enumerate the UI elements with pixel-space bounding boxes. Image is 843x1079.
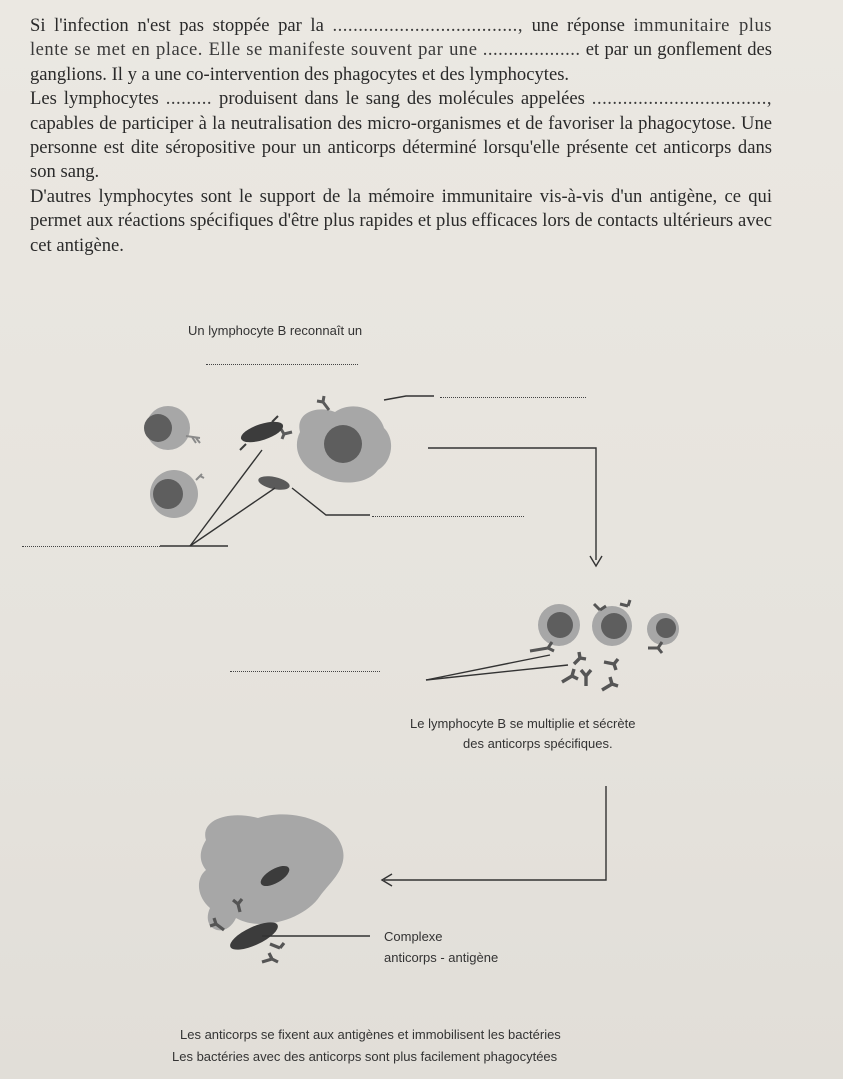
diagram-blank xyxy=(206,364,358,365)
pointer-lines xyxy=(426,655,568,680)
caption-multiply: Le lymphocyte B se multiplie et sécrète xyxy=(410,716,636,731)
text-segment: immunitaire plus lente se met en place. Elle se manifeste souvent par une xyxy=(30,15,773,61)
blank-field: ...................................., xyxy=(332,15,523,36)
caption-complex-2: anticorps - antigène xyxy=(384,950,499,965)
dividing-lymphocytes xyxy=(530,600,679,653)
text-segment: une réponse xyxy=(531,15,625,36)
caption-phagocytosis: Les bactéries avec des anticorps sont plus facilement phagocytées xyxy=(172,1049,558,1064)
caption-antibodies-fix: Les anticorps se fixent aux antigènes et immobilisent les bactéries xyxy=(180,1027,561,1042)
diagram-blank xyxy=(440,397,586,398)
antibody-icons xyxy=(562,652,618,690)
paragraph-memory: D'autres lymphocytes sont le support de la mémoire immunitaire vis-à-vis d'un antigène, ce qui permet aux réactions spécifiques d'être plus rapides et plus efficaces lors de contacts ultérieurs avec cet antigène. xyxy=(30,185,772,256)
bacterium-icon xyxy=(239,416,286,450)
small-lymphocyte-cell xyxy=(144,406,200,450)
blank-field: .................................., xyxy=(591,88,772,110)
text-segment: Les lymphocytes xyxy=(30,88,159,110)
caption-multiply-2: des anticorps spécifiques. xyxy=(463,736,613,751)
blank-field: ......... xyxy=(165,88,213,110)
diagram-blank xyxy=(230,671,380,672)
phagocyte-complex xyxy=(199,814,344,962)
caption-recognize: Un lymphocyte B reconnaît un xyxy=(188,323,363,338)
caption-complex: Complexe xyxy=(384,929,443,944)
text-segment: produisent dans le sang des molécules appelées xyxy=(219,88,585,110)
diagram-blank xyxy=(22,546,160,547)
text-segment: et par un gonflement des ganglions. Il y a une co-intervention des phagocytes et des lymphocytes. xyxy=(30,39,772,85)
blank-field: ................... xyxy=(482,39,581,61)
text-segment: Si l'infection n'est pas stoppée par la xyxy=(30,15,324,36)
diagram-blank xyxy=(372,516,524,517)
small-lymphocyte-cell xyxy=(150,470,204,518)
text-segment: capables de participer à la neutralisation des micro-organismes et de favoriser la phagocytose. Une personne est dite séropositive pour un anticorps déterminé lorsqu'elle présente cet anticorps dans son sang. xyxy=(30,112,772,183)
b-lymphocyte-cell xyxy=(281,396,391,483)
